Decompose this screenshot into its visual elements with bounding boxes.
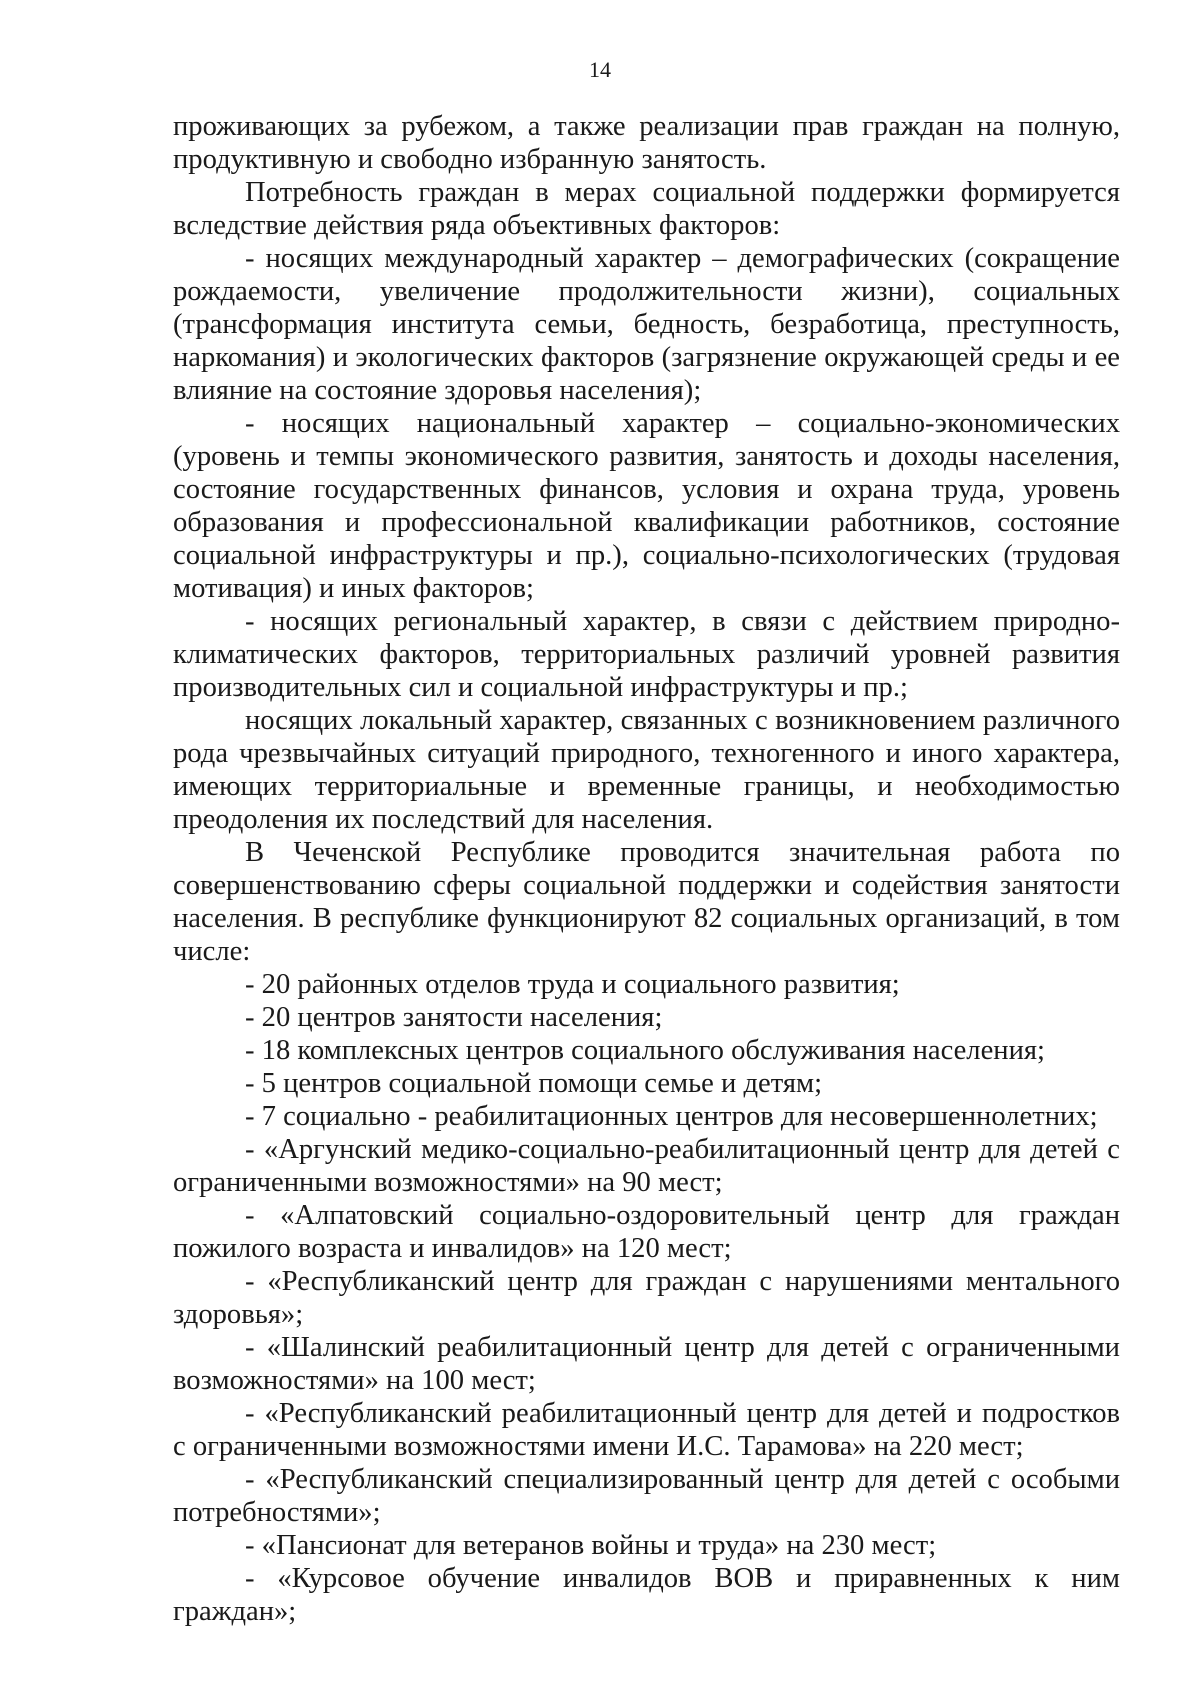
page-number: 14: [589, 57, 611, 82]
document-body: [173, 110, 1120, 1628]
list-item-organization: - «Республиканский специализированный центр для детей с особыми потребностями»;: [173, 1464, 1120, 1528]
paragraph-chechen-republic: В Чеченской Республике проводится значительная работа по совершенствованию сферы социальной поддержки и содействия занятости населения. В республике функционируют 82 социальных организаций, в том числе:: [173, 837, 1120, 967]
list-item-organization: - «Пансионат для ветеранов войны и труда» на 230 мест;: [245, 1530, 937, 1561]
list-item-organization: - «Республиканский реабилитационный центр для детей и подростков с ограниченными возможностями имени И.С. Тарамова» на 220 мест;: [173, 1398, 1120, 1462]
list-item-organization: - 7 социально - реабилитационных центров для несовершеннолетних;: [245, 1101, 1098, 1132]
list-item-organization: - «Курсовое обучение инвалидов ВОВ и приравненных к ним граждан»;: [173, 1563, 1120, 1627]
list-item-organization: - 5 центров социальной помощи семье и детям;: [245, 1068, 823, 1099]
paragraph-continuation: проживающих за рубежом, а также реализации прав граждан на полную, продуктивную и свободно избранную занятость.: [173, 111, 1120, 175]
list-item-organization: - «Алпатовский социально-оздоровительный центр для граждан пожилого возраста и инвалидов» на 120 мест;: [173, 1200, 1120, 1264]
paragraph-intro: Потребность граждан в мерах социальной поддержки формируется вследствие действия ряда объективных факторов:: [173, 177, 1120, 241]
list-item-organization: - 20 районных отделов труда и социального развития;: [245, 969, 900, 1000]
list-item-international: - носящих международный характер – демографических (сокращение рождаемости, увеличение продолжительности жизни), социальных (трансформация института семьи, бедность, безработица, преступность, наркомания) и экологических факторов (загрязнение окружающей среды и ее влияние на состояние здоровья населения);: [173, 243, 1120, 406]
list-item-organization: - «Шалинский реабилитационный центр для детей с ограниченными возможностями» на 100 мест;: [173, 1332, 1120, 1396]
list-item-organization: - «Аргунский медико-социально-реабилитационный центр для детей с ограниченными возможностями» на 90 мест;: [173, 1134, 1120, 1198]
list-item-organization: - 18 комплексных центров социального обслуживания населения;: [245, 1035, 1045, 1066]
list-item-organization: - «Республиканский центр для граждан с нарушениями ментального здоровья»;: [173, 1266, 1120, 1330]
list-item-local: носящих локальный характер, связанных с возникновением различного рода чрезвычайных ситуаций природного, техногенного и иного характера, имеющих территориальные и временные границы, и необходимостью преодоления их последствий для населения.: [173, 705, 1120, 835]
list-item-regional: - носящих региональный характер, в связи с действием природно-климатических факторов, территориальных различий уровней развития производительных сил и социальной инфраструктуры и пр.;: [173, 606, 1120, 703]
list-item-organization: - 20 центров занятости населения;: [245, 1002, 663, 1033]
list-item-national: - носящих национальный характер – социально-экономических (уровень и темпы экономического развития, занятость и доходы населения, состояние государственных финансов, условия и охрана труда, уровень образования и профессиональной квалификации работников, состояние социальной инфраструктуры и пр.), социально-психологических (трудовая мотивация) и иных факторов;: [173, 408, 1120, 604]
